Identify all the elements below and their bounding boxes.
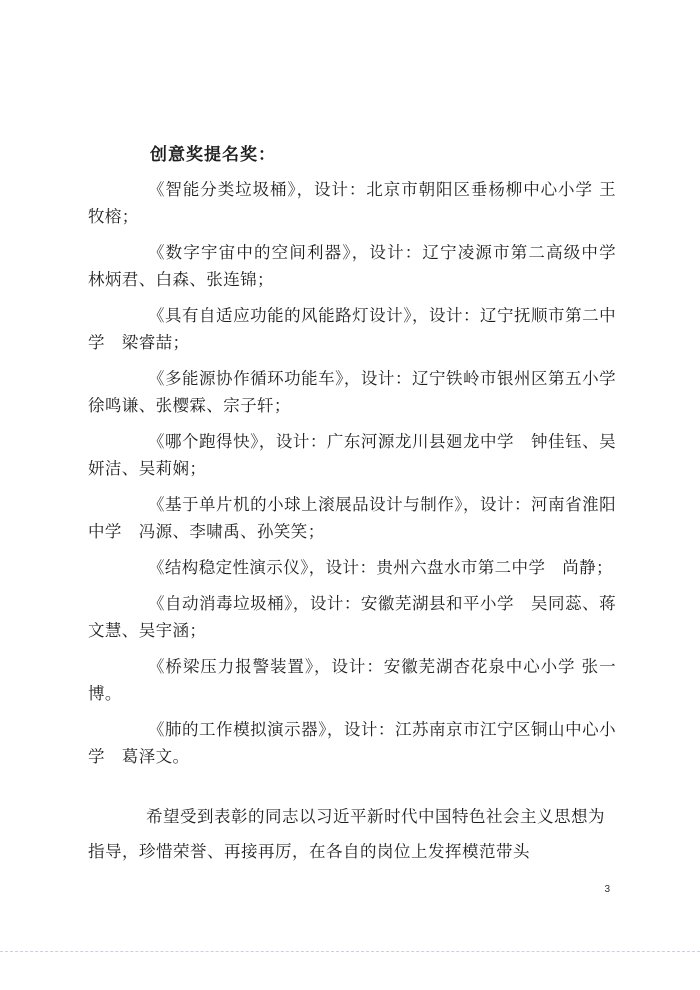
award-entry: 《自动消毒垃圾桶》，设计：安徽芜湖县和平小学 吴同蕊、蒋文慧、吴宇涵； <box>88 594 616 640</box>
award-entry: 《桥梁压力报警装置》，设计：安徽芜湖杏花泉中心小学 张一博。 <box>88 657 616 703</box>
award-entry: 《数字宇宙中的空间利器》，设计：辽宁凌源市第二高级中学 林炳君、白森、张连锦； <box>88 243 633 289</box>
section-heading: 创意奖提名奖： <box>150 145 276 165</box>
award-entry: 《基于单片机的小球上滚展品设计与制作》，设计：河南省淮阳中学 冯源、李啸禹、孙笑笑； <box>88 495 616 541</box>
award-list <box>88 176 633 779</box>
award-entry: 《具有自适应功能的风能路灯设计》，设计：辽宁抚顺市第二中学 梁睿喆； <box>88 306 616 352</box>
page-number: 3 <box>604 884 610 895</box>
award-entry: 《结构稳定性演示仪》，设计：贵州六盘水市第二中学 尚静； <box>148 558 613 577</box>
award-entry: 《哪个跑得快》，设计：广东河源龙川县廻龙中学 钟佳钰、吴妍洁、吴莉娴； <box>88 432 616 478</box>
closing-paragraph: 希望受到表彰的同志以习近平新时代中国特色社会主义思想为指导，珍惜荣誉、再接再厉，在各自的岗位上发挥模范带头 <box>88 806 605 861</box>
award-entry: 《智能分类垃圾桶》，设计：北京市朝阳区垂杨柳中心小学 王牧榕； <box>88 180 616 226</box>
award-entry: 《多能源协作循环功能车》，设计：辽宁铁岭市银州区第五小学 徐鸣谦、张樱霖、宗子轩； <box>88 369 633 415</box>
award-entry: 《肺的工作模拟演示器》，设计：江苏南京市江宁区铜山中心小学 葛泽文。 <box>88 720 616 766</box>
scan-divider <box>0 951 700 952</box>
